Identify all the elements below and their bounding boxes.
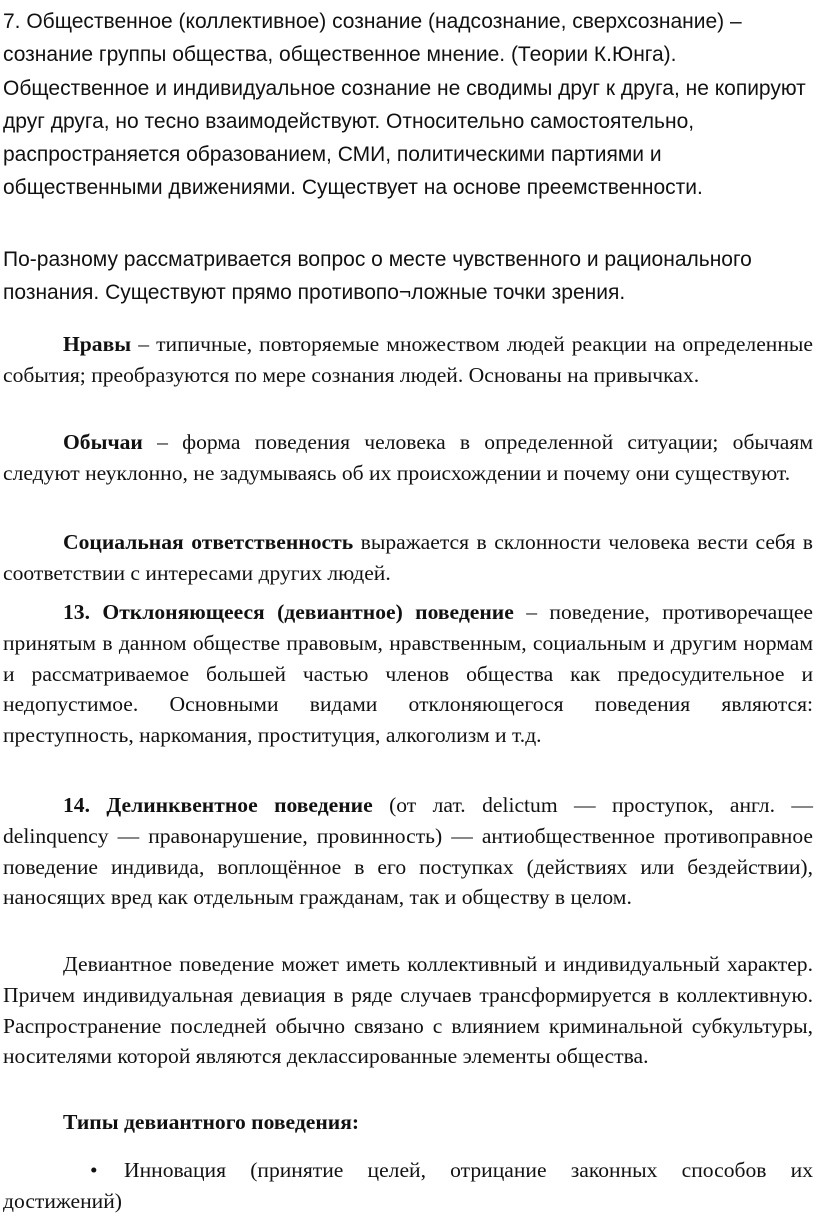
paragraph-social-responsibility [3,527,813,589]
term-social-responsibility: Социальная ответственность [63,530,354,554]
list-item-text: Инновация (принятие целей, отрицание законных способов их достижений) [3,1158,813,1213]
paragraph-deviant-character: Девиантное поведение может иметь коллективный и индивидуальный характер. Причем индивидуальная девиация в ряде случаев трансформируется в коллективную. Распространение последней обычно связано с влиянием криминальной субкультуры, носителями которой являются деклассированные элементы общества. [3,952,813,1069]
paragraph-nravy [3,329,813,391]
paragraph-obychai [3,427,813,489]
paragraph-cognition: По-разному рассматривается вопрос о месте чувственного и рационального познания. Существуют прямо противопо¬ложные точки зрения. [3,248,752,305]
heading-deviant-types: Типы девиантного поведения: [63,1110,360,1134]
term-deviant-behavior: 13. Отклоняющееся (девиантное) поведение [63,600,514,624]
paragraph-deviant-behavior [3,597,813,751]
list-item [3,1155,813,1217]
term-delinquent-behavior: 14. Делинквентное поведение [63,793,373,817]
paragraph-collective-consciousness: 7. Общественное (коллективное) сознание (надсознание, сверхсознание) – сознание группы общества, общественное мнение. (Теории К.Юнга). Общественное и индивидуальное сознание не сводимы друг к друга, не копируют друг друга, но тесно взаимодействуют. Относительно самостоятельно, распространяется образованием, СМИ, политическими партиями и общественными движениями. Существует на основе преемственности. [3,10,806,200]
deviant-types-list [3,1155,813,1217]
bullet-icon: • [90,1158,98,1182]
definition-social-responsibility: выражается в склонности человека вести себя в соответствии с интересами других людей. [3,530,813,585]
definition-deviant-behavior: – поведение, противоречащее принятым в данном обществе правовым, нравственным, социальным и другим нормам и рассматриваемое большей частью членов общества как предосудительное и недопустимое. Основными видами отклоняющегося поведения являются: преступность, наркомания, проституция, алкоголизм и т.д. [3,600,813,748]
paragraph-delinquent-behavior [3,790,813,913]
definition-delinquent-behavior: (от лат. delictum — проступок, англ. — delinquency — правонарушение, провинность) — антиобщественное противоправное поведение индивида, воплощённое в его поступках (действиях или бездействии), наносящих вред как отдельным гражданам, так и обществу в целом. [3,793,813,910]
term-nravy: Нравы [63,332,132,356]
definition-nravy: – типичные, повторяемые множеством людей реакции на определенные события; преобразуются по мере сознания людей. Основаны на привычках. [3,332,813,387]
term-obychai: Обычаи [63,430,143,454]
definition-obychai: – форма поведения человека в определенной ситуации; обычаям следуют неуклонно, не задумываясь об их происхождении и почему они существуют. [3,430,813,485]
